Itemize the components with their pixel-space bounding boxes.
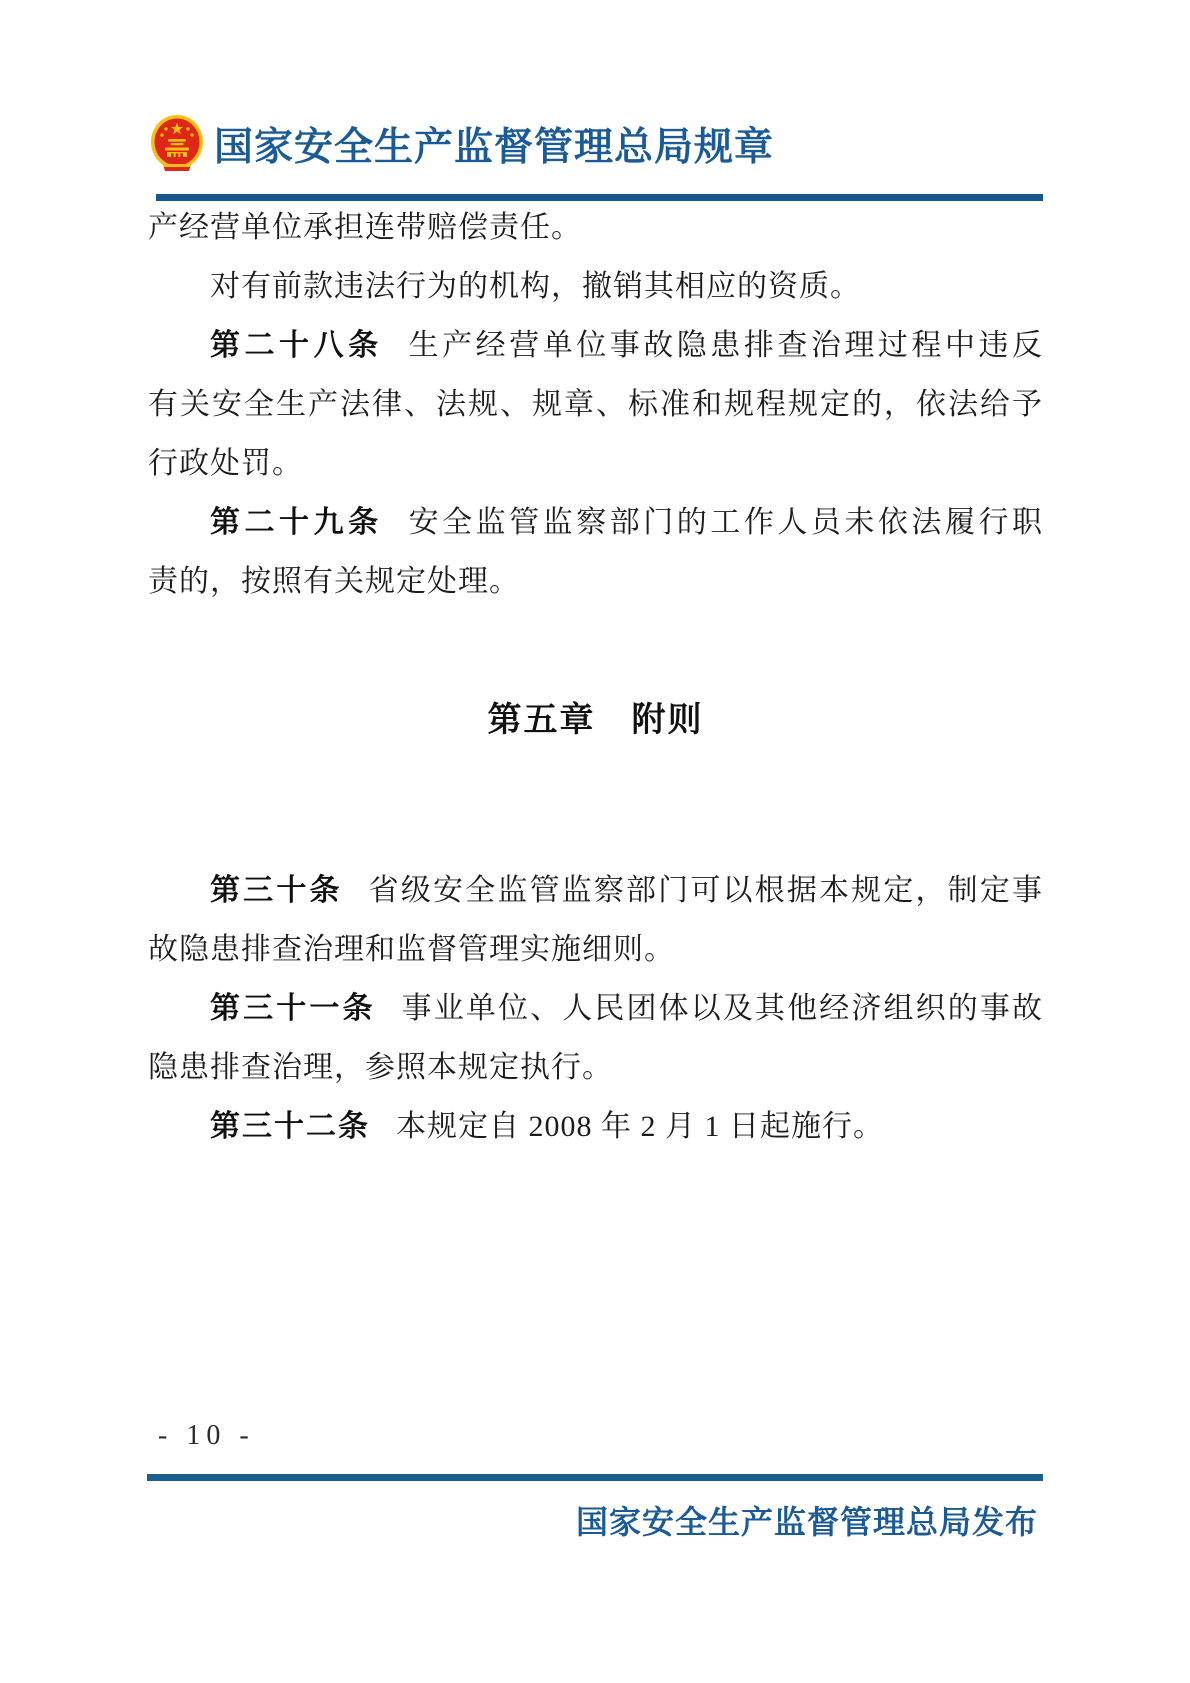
text-line [148, 1097, 1043, 1156]
text-line [148, 861, 1043, 920]
text-line [148, 375, 1043, 434]
line-text: 生产经营单位事故隐患排查治理过程中违反 [408, 329, 1044, 362]
text-line [148, 198, 1043, 257]
text-line [148, 434, 1043, 493]
article-number: 第二十八条 [210, 329, 383, 362]
publisher-label: 国家安全生产监督管理总局发布 [575, 1504, 1038, 1540]
article-number: 第三十条 [210, 874, 343, 907]
article-number: 第三十一条 [210, 992, 376, 1025]
line-text: 对有前款违法行为的机构，撤销其相应的资质。 [210, 270, 861, 303]
document-body [148, 198, 1043, 1156]
chapter-heading: 第五章 附则 [487, 701, 704, 739]
text-line [148, 1038, 1043, 1097]
page-header [149, 114, 774, 174]
article-number: 第二十九条 [210, 506, 383, 539]
footer-rule [147, 1474, 1043, 1481]
line-text: 行政处罚。 [148, 447, 303, 480]
article-number: 第三十二条 [210, 1110, 370, 1143]
text-line [148, 979, 1043, 1038]
line-text: 责的，按照有关规定处理。 [148, 565, 520, 598]
line-text: 安全监管监察部门的工作人员未依法履行职 [408, 506, 1044, 539]
line-text: 省级安全监管监察部门可以根据本规定，制定事 [368, 874, 1044, 907]
china-national-emblem-icon [149, 114, 205, 174]
text-line [148, 552, 1043, 611]
text-line [148, 316, 1043, 375]
line-text: 隐患排查治理，参照本规定执行。 [148, 1051, 613, 1084]
text-line [148, 257, 1043, 316]
text-line [148, 920, 1043, 979]
page-number: - 10 - [158, 1420, 255, 1451]
line-text: 事业单位、人民团体以及其他经济组织的事故 [401, 992, 1043, 1025]
page-title: 国家安全生产监督管理总局规章 [214, 126, 775, 169]
line-text: 故隐患排查治理和监督管理实施细则。 [148, 933, 675, 966]
line-text: 本规定自 2008 年 2 月 1 日起施行。 [396, 1110, 884, 1143]
line-text: 产经营单位承担连带赔偿责任。 [148, 211, 582, 244]
text-line [148, 493, 1043, 552]
line-text: 有关安全生产法律、法规、规章、标准和规程规定的，依法给予 [148, 388, 1043, 421]
